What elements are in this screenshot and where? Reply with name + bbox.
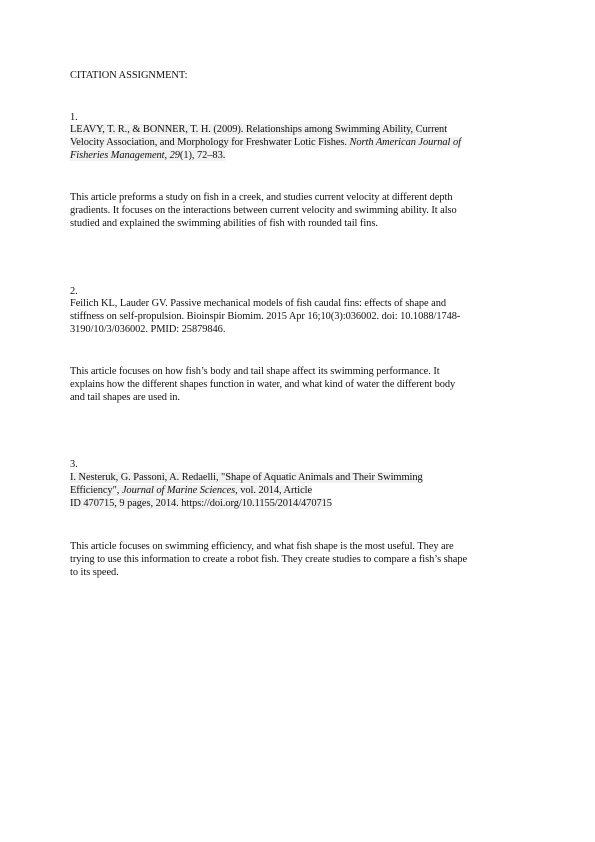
citation-text: I. Nesteruk, G. Passoni, A. Redaelli, "Shape of Aquatic Animals and Their Swimming	[70, 472, 423, 483]
entry-1-summary-line-2: gradients. It focuses on the interactions between current velocity and swimming ability. It also	[70, 205, 457, 216]
citation-text: , vol. 2014, Article	[235, 485, 313, 496]
citation-text: (1), 72–83.	[179, 150, 226, 161]
entry-1-summary-line-1: This article preforms a study on fish in a creek, and studies current velocity at different depth	[70, 192, 453, 203]
entry-1-citation-line-3	[70, 150, 530, 163]
entry-2-summary-line-3: and tail shapes are used in.	[70, 392, 180, 403]
citation-text: Efficiency",	[70, 485, 122, 496]
entry-2-summary-line-2: explains how the different shapes function in water, and what kind of water the different body	[70, 379, 456, 390]
citation-text: ID 470715, 9 pages, 2014. https://doi.org/10.1155/2014/470715	[70, 498, 332, 509]
journal-title: North American Journal of	[349, 137, 461, 148]
entry-1-summary-line-3: studied and explained the swimming abilities of fish with rounded tail fins.	[70, 218, 378, 229]
citation-text: LEAVY, T. R., & BONNER, T. H. (2009). Relationships among Swimming Ability, Current	[70, 124, 448, 135]
entry-2-citation-line-2: stiffness on self-propulsion. Bioinspir Biomim. 2015 Apr 16;10(3):036002. doi: 10.1088/1748-	[70, 311, 461, 322]
entry-3-summary-line-3: to its speed.	[70, 567, 119, 578]
journal-title: Journal of Marine Sciences	[121, 485, 236, 496]
entry-3-summary-line-2: trying to use this information to create a robot fish. They create studies to compare a fish’s shape	[70, 554, 468, 565]
entry-2-number: 2.	[70, 286, 78, 297]
entry-3-summary-line-1: This article focuses on swimming efficiency, and what fish shape is the most useful. They are	[70, 541, 454, 552]
citation-text: Velocity Association, and Morphology for Freshwater Lotic Fishes.	[70, 137, 350, 148]
entry-3-citation-line-1	[70, 472, 530, 485]
entry-2-citation-line-3: 3190/10/3/036002. PMID: 25879846.	[70, 324, 226, 335]
entry-1-citation-line-1	[70, 124, 530, 137]
entry-1-citation-line-2	[70, 137, 530, 150]
entry-1-number: 1.	[70, 112, 78, 123]
entry-3-citation-line-3	[70, 498, 530, 511]
volume-number: 29	[169, 150, 180, 161]
journal-title: Fisheries Management	[70, 150, 165, 161]
citation-text: ,	[164, 150, 170, 161]
entry-2-summary-line-1: This article focuses on how fish’s body and tail shape affect its swimming performance. It	[70, 366, 440, 377]
page-title: CITATION ASSIGNMENT:	[70, 70, 188, 81]
entry-2-citation-line-1: Feilich KL, Lauder GV. Passive mechanical models of fish caudal fins: effects of shape and	[70, 298, 446, 309]
entry-3-number: 3.	[70, 459, 78, 470]
entry-3-citation-line-2	[70, 485, 530, 498]
